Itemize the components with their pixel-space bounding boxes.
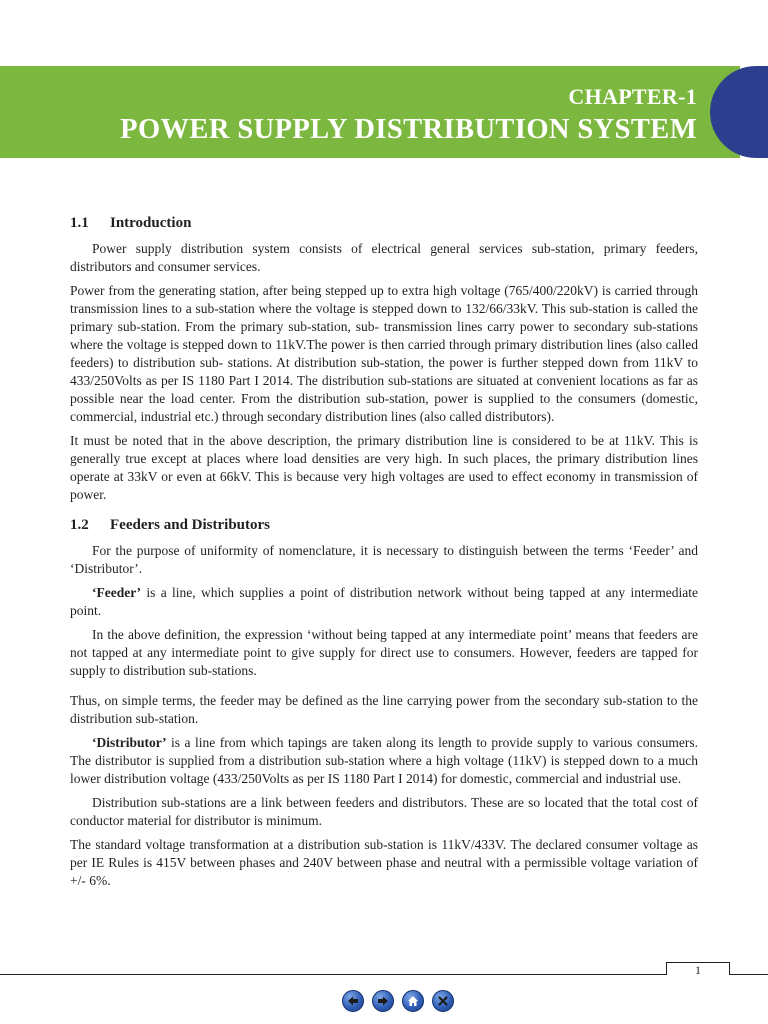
back-icon [347,995,359,1007]
section-number: 1.1 [70,215,89,231]
back-button[interactable] [342,990,364,1012]
chapter-label: CHAPTER-1 [568,84,697,109]
term-feeder: ‘Feeder’ [92,585,141,600]
feeder-definition-text: is a line, which supplies a point of distribution network without being tapped at any intermediate point. [70,585,698,618]
navigation-bar [342,990,454,1012]
term-distributor: ‘Distributor’ [92,735,167,750]
paragraph-feeder-definition [70,584,698,620]
paragraph: Power from the generating station, after being stepped up to extra high voltage (765/400/220kV) is carried through transmission lines to a sub-station where the voltage is stepped down to 132/66/33kV. This sub-station is called the primary sub-station. From the primary sub-station, sub- transmission lines carry power to secondary sub-stations where the voltage is stepped down to 11kV.The power is then carried through primary distribution lines (also called feeders) to distribution sub- stations. At distribution sub-station, the power is further stepped down from 11kV to 433/250Volts as per IS 1180 Part I 2014. The distribution sub-stations are situated at convenient locations as far as possible near the load center. From the distribution sub-station, power is supplied to the consumers (domestic, commercial, industrial etc.) through secondary distribution lines (also called distributors). [70,283,698,424]
footer-rule [0,974,768,975]
paragraph-distributor-definition [70,734,698,788]
paragraph: Power supply distribution system consists of electrical general services sub-station, primary feeders, distributors and consumer services. [70,241,698,274]
section-heading-introduction [70,212,698,234]
paragraph: For the purpose of uniformity of nomenclature, it is necessary to distinguish between the terms ‘Feeder’ and ‘Distributor’. [70,543,698,576]
section-title: Feeders and Distributors [110,517,270,533]
home-button[interactable] [402,990,424,1012]
paragraph: Thus, on simple terms, the feeder may be defined as the line carrying power from the secondary sub-station to the distribution sub-station. [70,693,698,726]
paragraph: It must be noted that in the above description, the primary distribution line is considered to be at 11kV. This is generally true except at places where load densities are very high. In such places, the primary distribution lines operate at 33kV or even at 66kV. This is because very high voltages are used to effect economy in transmission of power. [70,433,698,502]
close-icon [437,995,449,1007]
chapter-title: POWER SUPPLY DISTRIBUTION SYSTEM [120,114,697,145]
paragraph: Distribution sub-stations are a link between feeders and distributors. These are so located that the total cost of conductor material for distributor is minimum. [70,795,698,828]
section-heading-feeders-distributors [70,514,698,536]
paragraph: The standard voltage transformation at a distribution sub-station is 11kV/433V. The declared consumer voltage as per IE Rules is 415V between phases and 240V between phase and neutral with a permissible voltage variation of +/- 6%. [70,837,698,888]
section-title: Introduction [110,215,192,231]
forward-icon [377,995,389,1007]
forward-button[interactable] [372,990,394,1012]
paragraph: In the above definition, the expression ‘without being tapped at any intermediate point’ means that feeders are not tapped at any intermediate point to give supply for direct use to consumers. However, feeders are tapped for supply to distribution sub-stations. [70,627,698,678]
home-icon [407,995,419,1007]
page-number: 1 [666,962,730,975]
close-button[interactable] [432,990,454,1012]
page-content [70,212,698,896]
section-number: 1.2 [70,517,89,533]
distributor-definition-text: is a line from which tapings are taken along its length to provide supply to various consumers. The distributor is supplied from a distribution sub-station where a high voltage (11kV) is stepped down to a much lower distribution voltage (433/250Volts as per IS 1180 Part I 2014) for domestic, commercial and industrial use. [70,735,698,786]
